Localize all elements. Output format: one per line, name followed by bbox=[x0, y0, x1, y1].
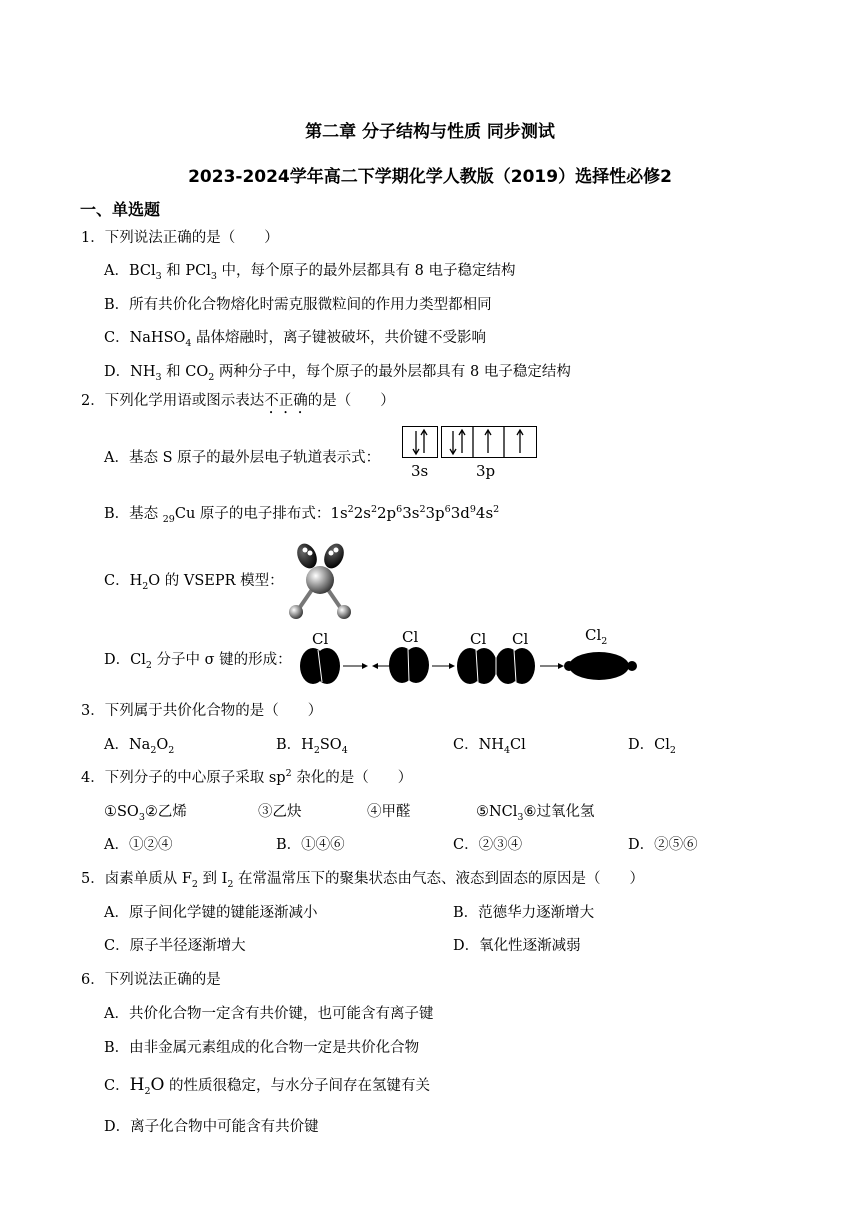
q4-item-3: ③乙炔 bbox=[258, 804, 302, 820]
q1-option-c: C．NaHSO$_4$ 晶体熔融时，离子键被破坏，共价键不受影响 bbox=[104, 330, 487, 349]
section-heading: 一、单选题 bbox=[80, 200, 161, 219]
q4-option-a: A．①②④ bbox=[104, 837, 173, 853]
up-down-arrows-icon bbox=[403, 427, 437, 457]
cl-label-3: Cl bbox=[470, 630, 487, 648]
page-subtitle: 2023-2024学年高二下学期化学人教版（2019）选择性必修2 bbox=[188, 167, 672, 187]
q5-option-b: B．范德华力逐渐增大 bbox=[453, 905, 595, 921]
q4-option-c: C．②③④ bbox=[453, 837, 523, 853]
q5-option-c: C．原子半径逐渐增大 bbox=[104, 938, 246, 954]
config-term: $3d^9$ bbox=[450, 504, 476, 522]
config-term: $3p^6$ bbox=[425, 504, 451, 522]
electron-configuration bbox=[330, 504, 499, 522]
cl-label-4: Cl bbox=[512, 630, 529, 648]
config-term: $1s^2$ bbox=[330, 504, 354, 522]
config-term: $3s^2$ bbox=[402, 504, 426, 522]
q4-option-d: D．②⑤⑥ bbox=[628, 837, 698, 853]
q4-item-4: ④甲醛 bbox=[367, 804, 411, 820]
q3-option-b: B．$H_2SO_4$ bbox=[276, 737, 348, 756]
vsepr-model-icon bbox=[276, 540, 362, 620]
q1-stem: 1．下列说法正确的是（ ） bbox=[81, 230, 279, 246]
q6-stem: 6．下列说法正确的是 bbox=[81, 972, 221, 988]
q5-option-d: D．氧化性逐渐减弱 bbox=[453, 938, 581, 954]
q6-option-d: D．离子化合物中可能含有共价键 bbox=[104, 1119, 319, 1135]
q4-stem: 4．下列分子的中心原子采取 $sp^2$ 杂化的是（ ） bbox=[81, 768, 413, 786]
q6-option-a: A．共价化合物一定含有共价键，也可能含有离子键 bbox=[104, 1006, 434, 1022]
q4-option-b: B．①④⑥ bbox=[276, 837, 345, 853]
q5-stem: 5．卤素单质从 $F_2$ 到 $I_2$ 在常温常压下的聚集状态由气态、液态到固态的原因是（ ） bbox=[81, 871, 645, 890]
q1-option-d: D．$NH_3$ 和 $CO_2$ 两种分子中，每个原子的最外层都具有 8 电子稳定结构 bbox=[104, 364, 571, 383]
q2-option-a: A．基态 S 原子的最外层电子轨道表示式： bbox=[104, 450, 381, 466]
orbital-3p-label: 3p bbox=[476, 462, 496, 480]
config-term: $2s^2$ bbox=[353, 504, 377, 522]
q4-items-5-6: ⑤NCl$_3$⑥过氧化氢 bbox=[476, 804, 595, 823]
q1-option-b: B．所有共价化合物熔化时需克服微粒间的作用力类型都相同 bbox=[104, 297, 492, 313]
orbital-3s-label: 3s bbox=[411, 462, 429, 480]
q3-option-a: A．$Na_2O_2$ bbox=[104, 737, 175, 756]
q5-option-a: A．原子间化学键的键能逐渐减小 bbox=[104, 905, 318, 921]
q2-stem: 2．下列化学用语或图示表达不正确的是（ ） bbox=[81, 393, 395, 409]
cl2-label: $Cl_2$ bbox=[585, 626, 608, 647]
cl-label-1: Cl bbox=[312, 630, 329, 648]
orbital-3s-box bbox=[402, 426, 438, 458]
q3-option-d: D．$Cl_2$ bbox=[628, 737, 676, 756]
config-term: $4s^2$ bbox=[475, 504, 500, 522]
q3-stem: 3．下列属于共价化合物的是（ ） bbox=[81, 703, 323, 719]
q6-option-c: C．$H_2O$ 的性质很稳定，与水分子间存在氢键有关 bbox=[104, 1075, 431, 1097]
q6-option-b: B．由非金属元素组成的化合物一定是共价化合物 bbox=[104, 1040, 420, 1056]
q1-option-a: A．BCl$_3$ 和 PCl$_3$ 中，每个原子的最外层都具有 8 电子稳定结构 bbox=[104, 263, 516, 282]
q2-option-b: B．基态 $_{29}$Cu 原子的电子排布式：$1s^22s^22p^63s^23p^63d^94s^2$ bbox=[104, 504, 500, 525]
orbital-arrows-icon bbox=[442, 427, 536, 457]
config-term: $2p^6$ bbox=[377, 504, 403, 522]
q3-option-c: C．$NH_4Cl$ bbox=[453, 737, 526, 756]
page-title: 第二章 分子结构与性质 同步测试 bbox=[305, 122, 555, 142]
q4-items-1-2: $①SO_3②$乙烯 bbox=[104, 804, 187, 823]
q2-option-c: C．$H_2O$ 的 VSEPR 模型： bbox=[104, 573, 284, 592]
cl-label-2: Cl bbox=[402, 628, 419, 646]
q2-option-d: D．$Cl_2$ 分子中 σ 键的形成： bbox=[104, 652, 292, 671]
orbital-3p-box bbox=[441, 426, 537, 458]
sigma-bond-formation-icon bbox=[296, 645, 641, 687]
